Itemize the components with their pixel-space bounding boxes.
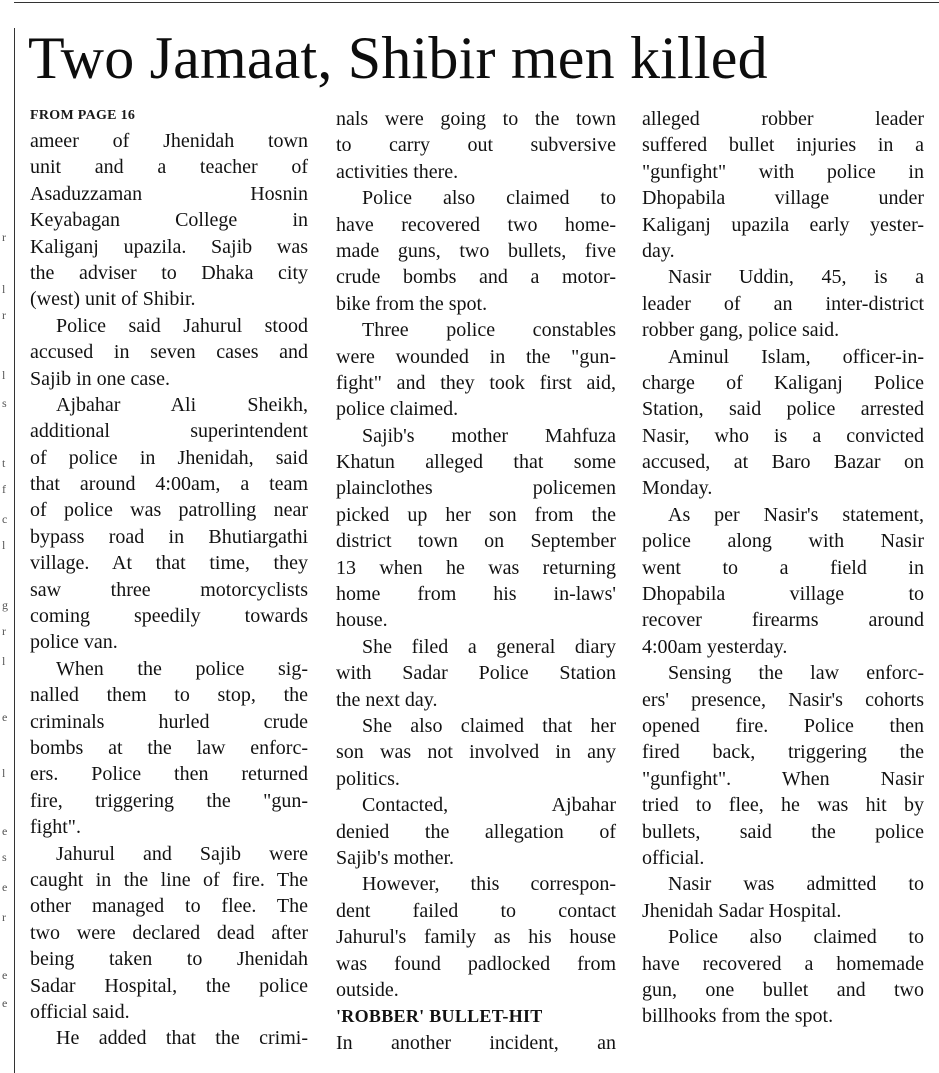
text-line: Nasir, who is a convicted xyxy=(642,424,924,447)
text-line: Police also claimed to xyxy=(362,187,616,210)
text-line: She also claimed that her xyxy=(362,714,616,737)
text-line: with Sadar Police Station xyxy=(336,662,616,685)
text-line: nals were going to the town xyxy=(336,108,616,130)
text-line: opened fire. Police then xyxy=(642,714,924,737)
text-line: other managed to flee. The xyxy=(30,895,308,918)
text-line: Jahurul and Sajib were xyxy=(56,842,308,865)
text-line: 4:00am yesterday. xyxy=(642,635,788,658)
text-line: Sajib in one case. xyxy=(30,367,170,390)
text-line: Kaliganj upazila. Sajib was xyxy=(30,235,308,258)
text-line: additional superintendent xyxy=(30,420,308,443)
text-line: billhooks from the spot. xyxy=(642,1005,834,1028)
text-line: police claimed. xyxy=(336,398,459,421)
text-line: police along with Nasir xyxy=(642,530,924,553)
text-line: ers' presence, Nasir's cohorts xyxy=(642,688,924,711)
text-line: fire, triggering the "gun- xyxy=(30,789,308,812)
text-line: criminals hurled crude xyxy=(30,710,308,733)
text-line: "gunfight" with police in xyxy=(642,160,924,183)
text-line: Jhenidah Sadar Hospital. xyxy=(642,899,842,922)
column-rule-left xyxy=(14,28,15,1073)
text-line: accused in seven cases and xyxy=(30,341,308,364)
text-line: saw three motorcyclists xyxy=(30,578,308,601)
article-column-3 xyxy=(642,106,924,1030)
text-line: picked up her son from the xyxy=(336,503,616,526)
text-line: ameer of Jhenidah town xyxy=(30,130,308,152)
text-line: Kaliganj upazila early yester- xyxy=(642,213,924,236)
text-line: official said. xyxy=(30,1000,130,1023)
article-column-1 xyxy=(30,106,308,1052)
headline: Two Jamaat, Shibir men killed xyxy=(28,25,768,91)
text-line: Station, said police arrested xyxy=(642,398,924,421)
text-line: Monday. xyxy=(642,477,713,500)
text-line: to carry out subversive xyxy=(336,134,616,157)
text-line: alleged robber leader xyxy=(642,108,924,130)
text-line: police van. xyxy=(30,631,118,654)
text-line: tried to flee, he was hit by xyxy=(642,794,924,817)
text-line: Dhopabila village to xyxy=(642,583,924,606)
text-line: day. xyxy=(642,239,675,262)
text-line: accused, at Baro Bazar on xyxy=(642,451,924,474)
text-line: Contacted, Ajbahar xyxy=(362,794,616,817)
text-line: outside. xyxy=(336,978,399,1001)
text-line: two were declared dead after xyxy=(30,921,308,944)
article-column-2 xyxy=(336,106,616,1056)
text-line: As per Nasir's statement, xyxy=(668,503,924,526)
text-line: the adviser to Dhaka city xyxy=(30,261,308,284)
text-line: Aminul Islam, officer-in- xyxy=(668,345,924,368)
text-line: son was not involved in any xyxy=(336,741,616,764)
text-line: plainclothes policemen xyxy=(336,477,616,500)
text-line: Nasir Uddin, 45, is a xyxy=(668,266,924,289)
text-line: bypass road in Bhutiargathi xyxy=(30,525,308,548)
text-line: caught in the line of fire. The xyxy=(30,868,308,891)
text-line: crude bombs and a motor- xyxy=(336,266,616,289)
text-line: Nasir was admitted to xyxy=(668,873,924,896)
text-line: He added that the crimi- xyxy=(56,1027,308,1050)
text-line: Dhopabila village under xyxy=(642,187,924,210)
text-line: leader of an inter-district xyxy=(642,292,924,315)
text-line: Ajbahar Ali Sheikh, xyxy=(56,393,308,416)
text-line: home from his in-laws' xyxy=(336,583,616,606)
text-line: Sajib's mother Mahfuza xyxy=(362,424,616,447)
text-line: Keyabagan College in xyxy=(30,209,308,232)
text-line: the next day. xyxy=(336,688,438,711)
text-line: However, this correspon- xyxy=(362,873,616,896)
text-line: recover firearms around xyxy=(642,609,924,632)
text-line: fight" and they took first aid, xyxy=(336,371,616,394)
text-line: that around 4:00am, a team xyxy=(30,473,308,496)
text-line: In another incident, an xyxy=(336,1031,616,1054)
text-line: "gunfight". When Nasir xyxy=(642,767,924,790)
text-line: fired back, triggering the xyxy=(642,741,924,764)
text-line: 13 when he was returning xyxy=(336,556,616,579)
text-line: made guns, two bullets, five xyxy=(336,239,616,262)
text-line: ers. Police then returned xyxy=(30,763,308,786)
text-line: nalled them to stop, the xyxy=(30,684,308,707)
text-line: charge of Kaliganj Police xyxy=(642,371,924,394)
kicker-from-page: FROM PAGE 16 xyxy=(30,108,136,123)
text-line: Three police constables xyxy=(362,319,616,342)
text-line: (west) unit of Shibir. xyxy=(30,288,196,311)
text-line: suffered bullet injuries in a xyxy=(642,134,924,157)
text-line: When the police sig- xyxy=(56,657,308,680)
text-line: bombs at the law enforc- xyxy=(30,736,308,759)
text-line: Khatun alleged that some xyxy=(336,451,616,474)
text-line: robber gang, police said. xyxy=(642,319,840,342)
text-line: Police said Jahurul stood xyxy=(56,314,308,337)
text-line: village. At that time, they xyxy=(30,552,308,575)
text-line: dent failed to contact xyxy=(336,899,616,922)
text-line: district town on September xyxy=(336,530,616,553)
text-line: Sajib's mother. xyxy=(336,846,455,869)
text-line: of police was patrolling near xyxy=(30,499,308,522)
text-line: coming speedily towards xyxy=(30,605,308,628)
text-line: She filed a general diary xyxy=(362,635,616,658)
text-line: politics. xyxy=(336,767,400,790)
text-line: Jahurul's family as his house xyxy=(336,926,616,949)
subheading: 'ROBBER' BULLET-HIT xyxy=(336,1006,543,1027)
text-line: Asaduzzaman Hosnin xyxy=(30,182,308,205)
text-line: Police also claimed to xyxy=(668,926,924,949)
text-line: went to a field in xyxy=(642,556,924,579)
text-line: was found padlocked from xyxy=(336,952,616,975)
text-line: house. xyxy=(336,609,388,632)
text-line: Sensing the law enforc- xyxy=(668,662,924,685)
text-line: were wounded in the "gun- xyxy=(336,345,616,368)
top-rule xyxy=(14,2,939,3)
text-line: official. xyxy=(642,846,705,869)
text-line: activities there. xyxy=(336,160,459,183)
text-line: bullets, said the police xyxy=(642,820,924,843)
text-line: being taken to Jhenidah xyxy=(30,948,308,971)
text-line: gun, one bullet and two xyxy=(642,978,924,1001)
text-line: fight". xyxy=(30,816,81,839)
text-line: of police in Jhenidah, said xyxy=(30,446,308,469)
text-line: have recovered two home- xyxy=(336,213,616,236)
text-line: unit and a teacher of xyxy=(30,156,308,179)
text-line: denied the allegation of xyxy=(336,820,616,843)
text-line: Sadar Hospital, the police xyxy=(30,974,308,997)
text-line: bike from the spot. xyxy=(336,292,488,315)
text-line: have recovered a homemade xyxy=(642,952,924,975)
